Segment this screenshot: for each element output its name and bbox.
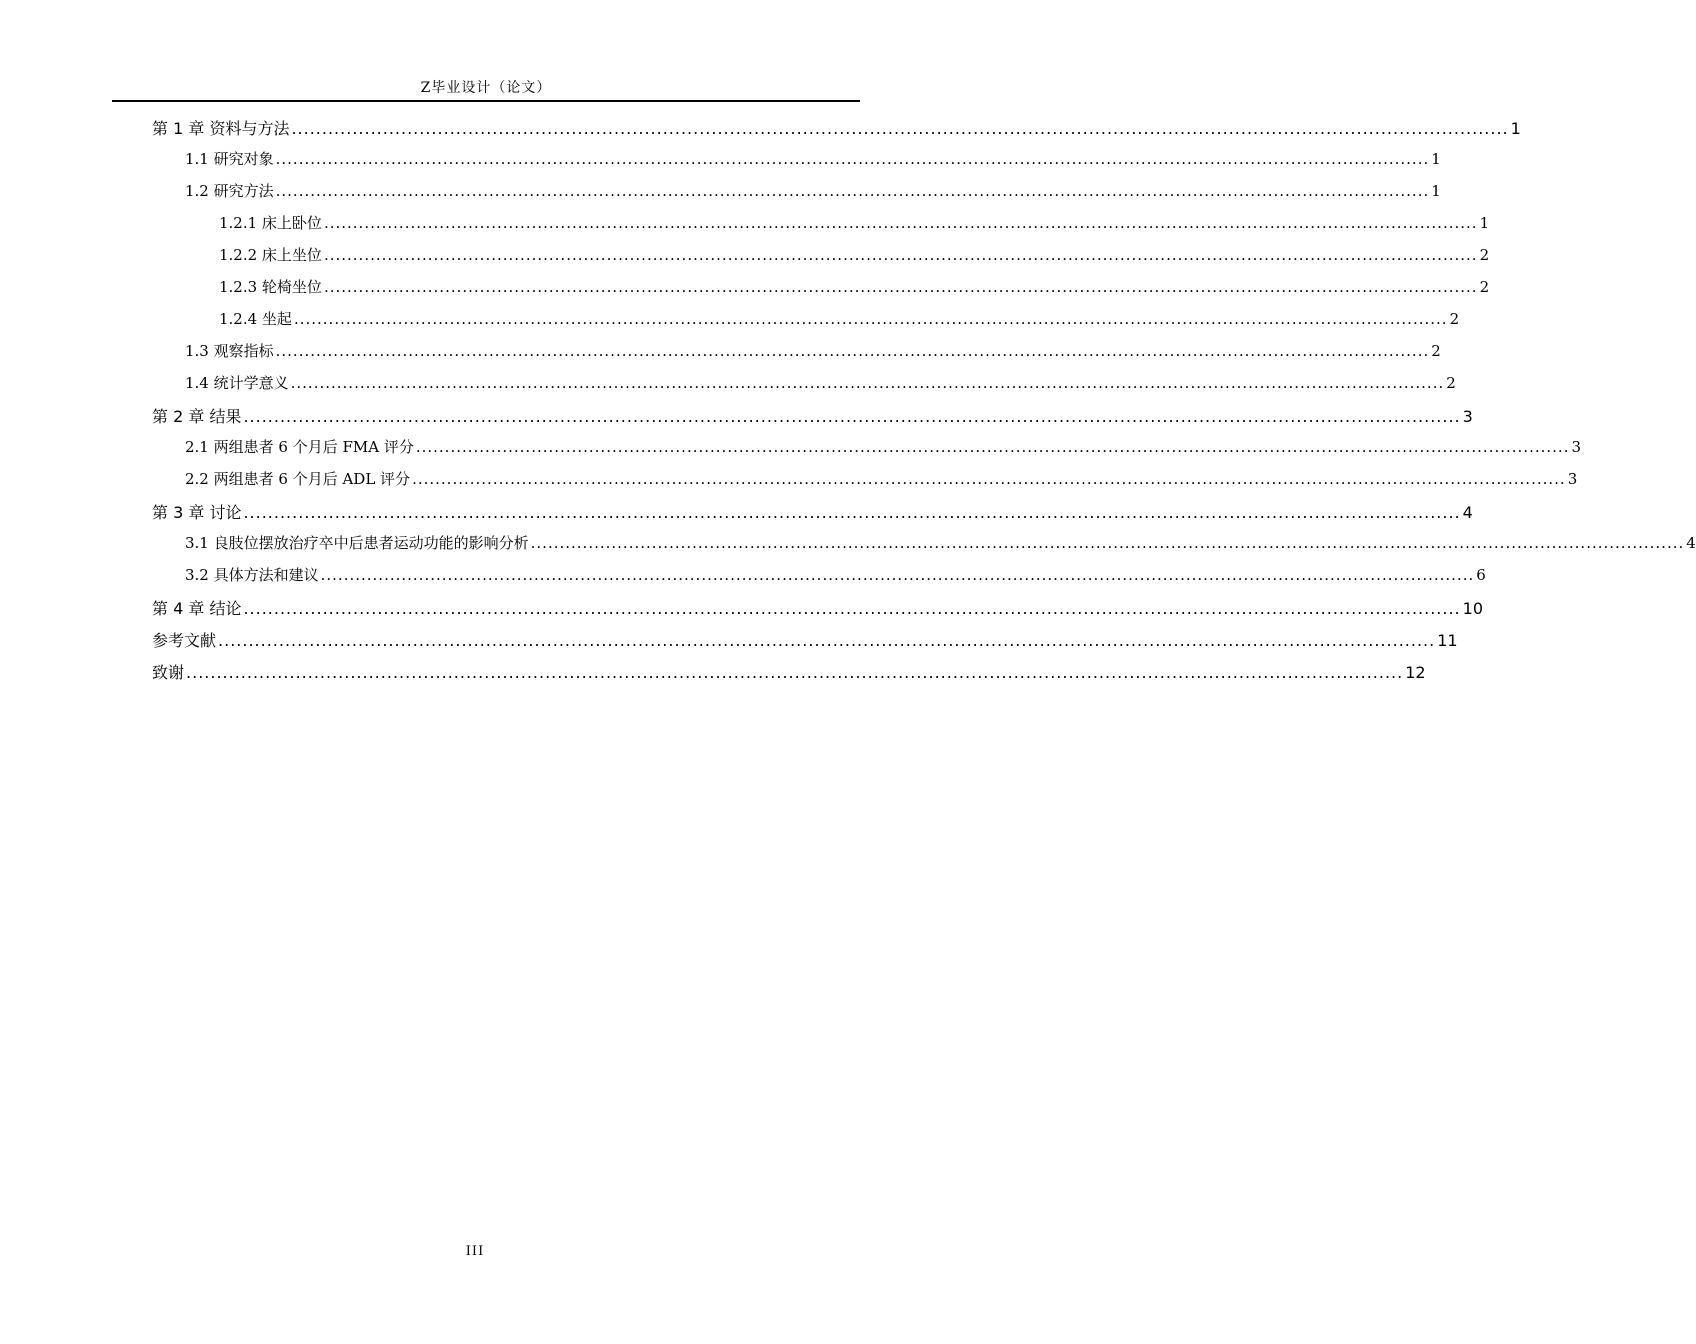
toc-entry-page: 1 [1431,150,1441,168]
toc-entry-acknowledgements[interactable] [0,660,1426,692]
toc-entry-page: 12 [1405,663,1426,682]
toc-entry-label: 2.1 两组患者 6 个月后 FMA 评分 [185,438,414,456]
toc-entry-chapter-1[interactable] [0,116,1521,148]
toc-entry-1-2[interactable] [0,180,1441,212]
toc-entry-1-2-4[interactable] [0,308,1460,340]
toc-leader-dots: ........................................................................................................................................................................................................ [291,119,1509,138]
toc-entry-page: 4 [1686,534,1696,552]
toc-entry-page: 2 [1449,310,1460,328]
toc-leader-dots: ........................................................................................................................................................................................................ [275,182,1430,200]
toc-entry-label: 1.2.1 床上卧位 [219,214,322,232]
toc-entry-2-2[interactable] [0,468,1578,500]
toc-entry-1-1[interactable] [0,148,1441,180]
toc-leader-dots: ........................................................................................................................................................................................................ [275,150,1430,168]
toc-leader-dots: ........................................................................................................................................................................................................ [243,599,1461,618]
toc-entry-label: 3.2 具体方法和建议 [185,566,319,584]
toc-entry-label: 1.4 统计学意义 [185,374,289,392]
toc-entry-2-1[interactable] [0,436,1582,468]
toc-leader-dots: ........................................................................................................................................................................................................ [530,534,1685,552]
toc-entry-page: 3 [1462,407,1473,426]
toc-entry-label: 1.2 研究方法 [185,182,274,200]
toc-entry-page: 1 [1431,182,1441,200]
toc-entry-label: 参考文献 [152,631,217,650]
toc-entry-label: 1.1 研究对象 [185,150,274,168]
toc-leader-dots: ........................................................................................................................................................................................................ [243,407,1461,426]
toc-entry-page: 3 [1567,470,1578,488]
toc-entry-page: 3 [1571,438,1582,456]
toc-entry-1-4[interactable] [0,372,1456,404]
toc-entry-1-2-3[interactable] [0,276,1490,308]
toc-entry-label: 1.2.3 轮椅坐位 [219,278,322,296]
toc-entry-references[interactable] [0,628,1458,660]
toc-entry-label: 第 4 章 结论 [152,599,242,618]
page-number: III [465,1244,485,1259]
toc-entry-label: 第 2 章 结果 [152,407,242,426]
toc-entry-chapter-4[interactable] [0,596,1483,628]
toc-leader-dots: ........................................................................................................................................................................................................ [323,278,1478,296]
toc-entry-chapter-2[interactable] [0,404,1473,436]
toc-entry-page: 2 [1446,374,1456,392]
toc-entry-label: 1.2.4 坐起 [219,310,292,328]
toc-entry-page: 11 [1437,631,1458,650]
toc-leader-dots: ........................................................................................................................................................................................................ [290,374,1445,392]
header-divider [112,100,860,102]
toc-leader-dots: ........................................................................................................................................................................................................ [323,214,1478,232]
toc-entry-page: 6 [1476,566,1486,584]
page-header-title: Z毕业设计（论文） [420,80,552,96]
toc-entry-1-2-2[interactable] [0,244,1490,276]
toc-leader-dots: ........................................................................................................................................................................................................ [293,310,1448,328]
toc-entry-label: 致谢 [152,663,185,682]
toc-entry-3-1[interactable] [0,532,1696,564]
toc-entry-page: 10 [1462,599,1483,618]
toc-entry-label: 第 3 章 讨论 [152,503,242,522]
toc-entry-label: 1.3 观察指标 [185,342,274,360]
toc-entry-label: 1.2.2 床上坐位 [219,246,322,264]
toc-leader-dots: ........................................................................................................................................................................................................ [415,438,1570,456]
toc-entry-page: 4 [1462,503,1473,522]
toc-entry-label: 第 1 章 资料与方法 [152,119,290,138]
toc-leader-dots: ........................................................................................................................................................................................................ [412,470,1566,488]
toc-entry-1-3[interactable] [0,340,1441,372]
toc-entry-page: 2 [1431,342,1441,360]
toc-entry-page: 2 [1479,278,1490,296]
toc-entry-chapter-3[interactable] [0,500,1473,532]
toc-leader-dots: ........................................................................................................................................................................................................ [218,631,1436,650]
toc-entry-1-2-1[interactable] [0,212,1490,244]
toc-entry-page: 1 [1510,119,1521,138]
toc-entry-page: 2 [1479,246,1490,264]
toc-leader-dots: ........................................................................................................................................................................................................ [323,246,1478,264]
toc-entry-page: 1 [1479,214,1490,232]
toc-leader-dots: ........................................................................................................................................................................................................ [243,503,1461,522]
toc-leader-dots: ........................................................................................................................................................................................................ [186,663,1404,682]
toc-entry-3-2[interactable] [0,564,1486,596]
toc-entry-label: 2.2 两组患者 6 个月后 ADL 评分 [185,470,411,488]
toc-entry-label: 3.1 良肢位摆放治疗卒中后患者运动功能的影响分析 [185,534,529,552]
toc-leader-dots: ........................................................................................................................................................................................................ [275,342,1430,360]
toc-leader-dots: ........................................................................................................................................................................................................ [320,566,1475,584]
